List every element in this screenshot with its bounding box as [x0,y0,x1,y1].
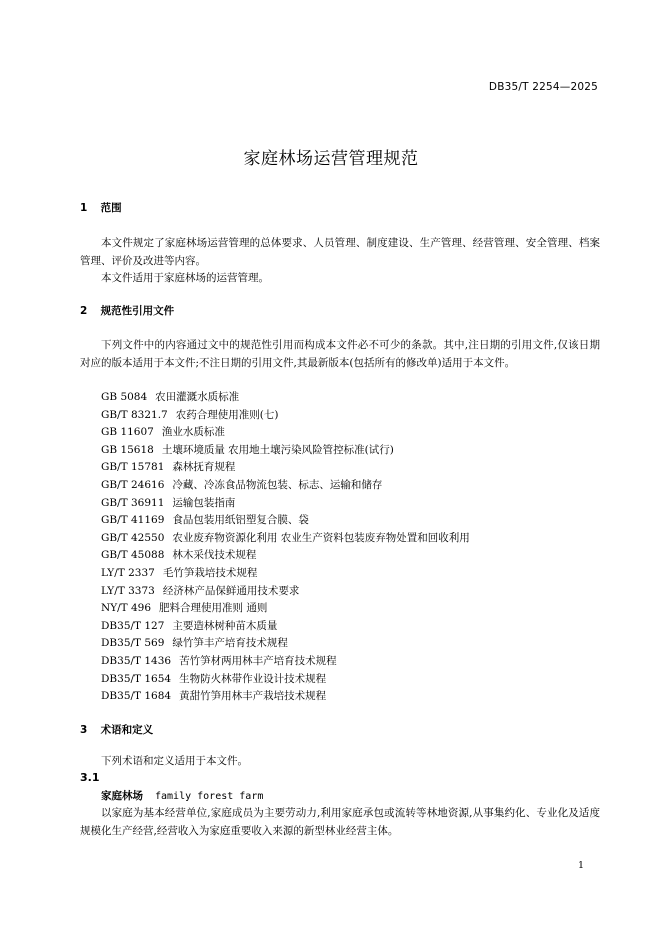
reference-name: 绿竹笋丰产培育技术规程 [172,637,288,650]
reference-name: 苦竹笋材两用林丰产培育技术规程 [179,654,337,667]
reference-code: NY/T 496 [101,602,152,615]
page-number: 1 [578,860,585,871]
reference-item [101,459,470,477]
reference-name: 主要造林树种苗木质量 [172,619,278,632]
reference-item [101,653,470,671]
reference-name: 农业废弃物资源化利用 农业生产资料包装废弃物处置和回收利用 [172,531,470,544]
reference-item [101,530,470,548]
reference-item [101,547,470,565]
section-number: 1 [80,202,88,214]
reference-name: 农田灌溉水质标准 [155,391,240,403]
section-number: 2 [80,305,88,317]
paragraph: 下列文件中的内容通过文中的规范性引用而构成本文件必不可少的条款。其中,注日期的引用文件,仅该日期对应的版本适用于本文件;不注日期的引用文件,其最新版本(包括所有的修改单)适用于本文件。 [80,339,600,369]
reference-item [101,618,470,636]
reference-code: DB35/T 569 [101,637,165,650]
paragraph: 本文件适用于家庭林场的运营管理。 [101,272,269,284]
reference-item [101,407,470,425]
reference-item [101,583,470,601]
reference-code: GB/T 41169 [101,514,165,527]
document-title: 家庭林场运营管理规范 [243,149,419,169]
section-title: 术语和定义 [100,724,154,736]
reference-name: 土壤环境质量 农用地土壤污染风险管控标准(试行) [161,443,394,456]
reference-name: 经济林产品保鲜通用技术要求 [162,584,300,597]
reference-code: GB/T 8321.7 [101,408,168,421]
section-heading-terms-definitions [80,722,153,737]
reference-name: 肥料合理使用准则 通则 [159,602,268,615]
reference-list [101,389,470,706]
reference-code: GB/T 36911 [101,496,165,509]
reference-code: DB35/T 1436 [101,654,172,667]
section-heading-normative-references [80,303,174,318]
reference-code: LY/T 2337 [101,566,155,579]
paragraph: 下列术语和定义适用于本文件。 [101,755,248,767]
reference-name: 森林抚育规程 [172,461,236,474]
reference-item [101,688,470,706]
reference-code: GB/T 24616 [101,478,165,491]
term-number: 3.1 [80,771,100,784]
reference-item [101,635,470,653]
reference-item [101,512,470,530]
reference-code: GB 5084 [101,391,148,403]
reference-code: GB/T 45088 [101,549,165,562]
reference-code: DB35/T 127 [101,619,165,632]
reference-name: 生物防火林带作业设计技术规程 [179,672,327,685]
term-english: family forest farm [155,791,264,802]
reference-name: 黄甜竹笋用林丰产栽培技术规程 [179,690,327,703]
section-title: 规范性引用文件 [100,305,175,317]
standard-code: DB35/T 2254—2025 [488,81,598,93]
reference-item [101,424,470,442]
reference-item [101,477,470,495]
term-chinese: 家庭林场 [101,790,143,802]
paragraph: 本文件规定了家庭林场运营管理的总体要求、人员管理、制度建设、生产管理、经营管理、安全管理、档案管理、评价及改进等内容。 [80,237,600,267]
reference-code: GB/T 42550 [101,531,165,544]
reference-name: 农药合理使用准则(七) [175,408,279,421]
term-definition: 以家庭为基本经营单位,家庭成员为主要劳动力,利用家庭承包或流转等林地资源,从事集约化、专业化及适度规模化生产经营,经营收入为家庭重要收入来源的新型林业经营主体。 [80,807,600,837]
reference-name: 毛竹笋栽培技术规程 [162,566,258,579]
reference-code: GB/T 15781 [101,461,165,474]
reference-name: 林木采伐技术规程 [172,549,257,562]
reference-code: GB 11607 [101,426,154,439]
reference-name: 渔业水质标准 [161,426,225,439]
reference-item [101,565,470,583]
term-line [101,788,263,803]
reference-item [101,600,470,618]
reference-code: DB35/T 1654 [101,672,172,685]
section-title: 范围 [100,202,122,214]
reference-item [101,495,470,513]
section-number: 3 [80,724,88,736]
reference-name: 冷藏、冷冻食品物流包装、标志、运输和储存 [172,478,383,491]
reference-code: DB35/T 1684 [101,690,172,703]
reference-item [101,442,470,460]
reference-name: 食品包装用纸铝塑复合膜、袋 [172,514,309,527]
reference-item [101,389,470,407]
reference-code: LY/T 3373 [101,584,155,597]
reference-item [101,671,470,689]
reference-code: GB 15618 [101,443,154,456]
section-heading-scope [80,200,122,215]
reference-name: 运输包装指南 [172,496,236,509]
